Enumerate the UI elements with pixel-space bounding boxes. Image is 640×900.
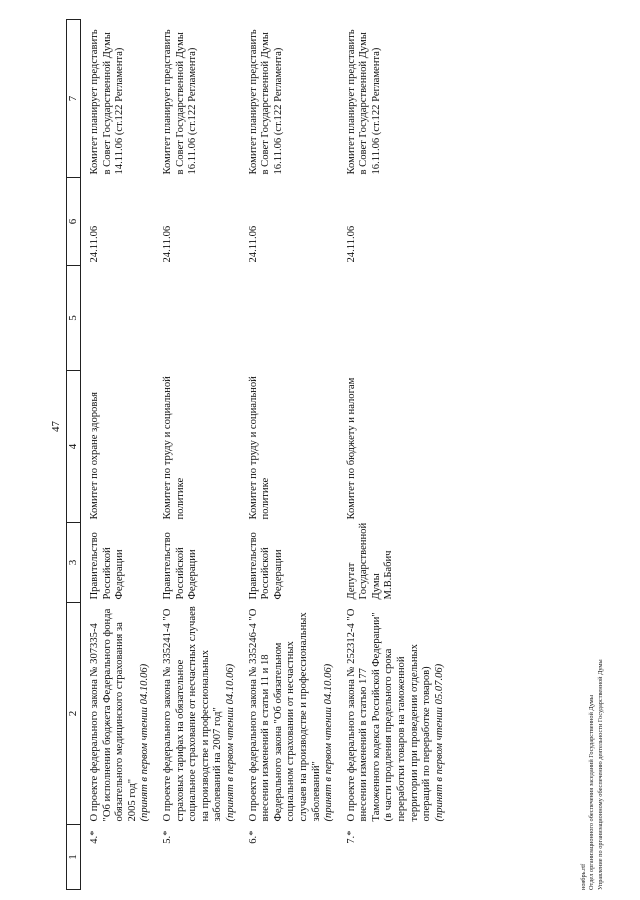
column-5-cell (244, 266, 342, 371)
committee-plan: Комитет планирует представить в Совет Государственной Думы 14.11.06 (ст.122 Регламента) (89, 29, 126, 175)
table-row (244, 20, 342, 890)
bill-title: О проекте федерального закона № 252312-4 "О внесении изменений в статью 177 Таможенного кодекса Российской Федерации" (в части продления предельного срока переработки товаров на таможенной территории при проведении отдельных операций по переработке товаров) (345, 608, 433, 822)
responsible-committee: Комитет по охране здоровья (89, 391, 100, 520)
row-number: 7.* (345, 830, 357, 844)
column-header-2: 2 (67, 603, 81, 825)
committee-plan: Комитет планирует представить в Совет Государственной Думы 16.11.06 (ст.122 Регламента) (345, 29, 382, 175)
initiator: Правительство Российской Федерации (247, 532, 284, 600)
bill-description (81, 603, 158, 825)
table-row (158, 20, 244, 890)
reading-note: (принят в первом чтении 04.10.06) (224, 663, 236, 822)
column-header-4: 4 (67, 371, 81, 523)
responsible-committee: Комитет по труду и социальной политике (247, 376, 272, 520)
column-header-5: 5 (67, 266, 81, 371)
column-header-3: 3 (67, 523, 81, 603)
column-header-1: 1 (67, 825, 81, 890)
responsible-committee: Комитет по труду и социальной политике (161, 376, 186, 520)
bill-description (244, 603, 342, 825)
review-date: 24.11.06 (247, 225, 259, 263)
header-row (67, 20, 81, 890)
committee-plan: Комитет планирует представить в Совет Государственной Думы 16.11.06 (ст.122 Регламента) (247, 29, 284, 175)
column-header-6: 6 (67, 178, 81, 266)
bill-description (342, 603, 453, 825)
footer-filename: ноябрь.rtf (580, 863, 587, 890)
table-row (81, 20, 158, 890)
reading-note: (принят в первом чтении 04.10.06) (139, 663, 151, 822)
bill-description (158, 603, 244, 825)
row-number: 5.* (161, 830, 173, 844)
initiator: Правительство Российской Федерации (89, 532, 126, 600)
bill-title: О проекте федерального закона № 307335-4 "Об исполнении бюджета Федерального фонда обязательного медицинского страхования за 2005 год" (89, 608, 138, 822)
bill-title: О проекте федерального закона № 335241-4 "О страховых тарифах на обязательное социальное страхование от несчастных случаев на производстве и профессиональных заболеваний на 2007 год" (161, 606, 224, 822)
page-footer (580, 659, 605, 890)
row-number: 4.* (89, 830, 100, 844)
review-date: 24.11.06 (89, 225, 100, 263)
bill-title: О проекте федерального закона № 335246-4 "О внесении изменений в статьи 11 и 18 Федерального закона "Об обязательном социальном страховании от несчастных случаев на производстве и профессиональных заболеваний" (247, 608, 322, 822)
responsible-committee: Комитет по бюджету и налогам (345, 377, 357, 520)
column-5-cell (342, 266, 453, 371)
footer-department: Отдел организационного обеспечения заседаний Государственной Думы (588, 695, 596, 890)
column-5-cell (81, 266, 158, 371)
reading-note: (принят в первом чтении 05.07.06) (433, 663, 445, 822)
footer-directorate: Управление по организационному обеспечению деятельности Государственной Думы (596, 659, 604, 890)
column-5-cell (158, 266, 244, 371)
reading-note: (принят в первом чтении 04.10.06) (323, 663, 335, 822)
review-date: 24.11.06 (345, 225, 357, 263)
table-row (342, 20, 453, 890)
review-date: 24.11.06 (161, 225, 173, 263)
initiator: Правительство Российской Федерации (161, 532, 199, 600)
page-number: 47 (50, 421, 62, 432)
committee-plan: Комитет планирует представить в Совет Государственной Думы 16.11.06 (ст.122 Регламента) (161, 29, 199, 175)
column-header-7: 7 (67, 20, 81, 178)
row-number: 6.* (247, 830, 259, 844)
initiator: Депутат Государственной Думы М.В.Бабич (345, 522, 395, 600)
agenda-table (66, 19, 452, 890)
